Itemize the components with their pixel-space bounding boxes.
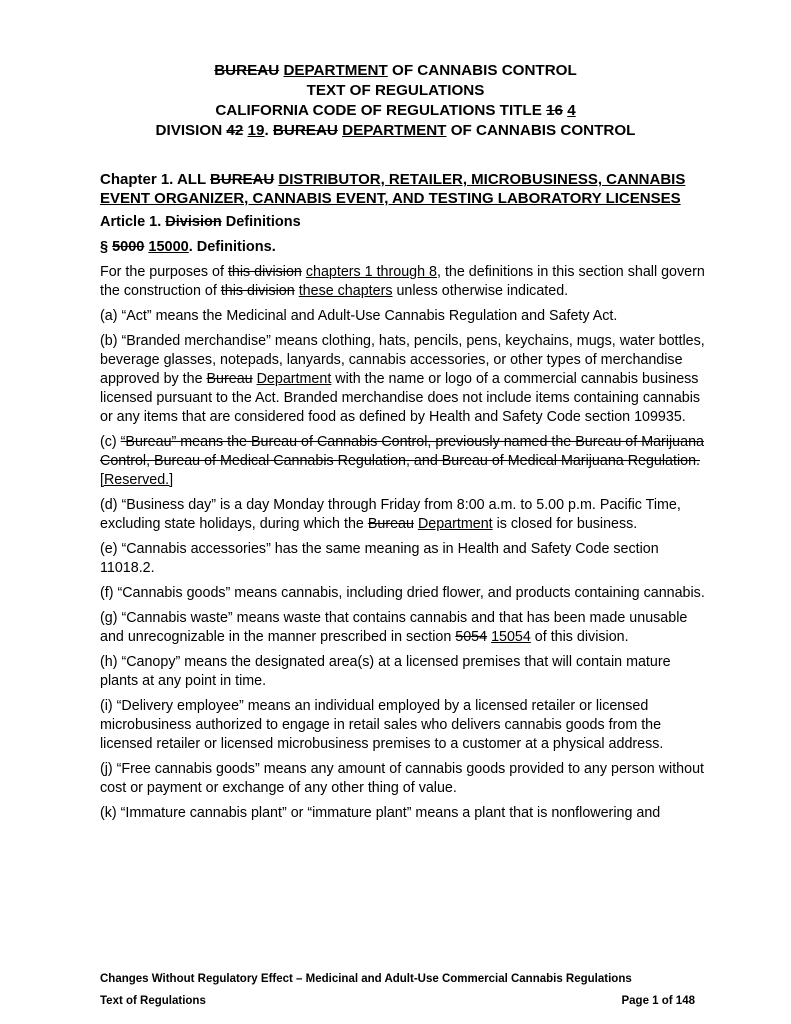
- page-number: Page 1 of 148: [621, 995, 695, 1007]
- deleted-text: this division: [227, 264, 302, 280]
- deleted-text: 5054: [455, 629, 488, 645]
- chapter-heading: [100, 170, 710, 208]
- deleted-text: Division: [165, 214, 222, 230]
- definition-j: (j) “Free cannabis goods” means any amount of cannabis goods provided to any person without cost or payment or exchange of any other thing of value.: [100, 761, 704, 796]
- definition-f: (f) “Cannabis goods” means cannabis, including dried flower, and products containing cannabis.: [100, 585, 705, 601]
- inserted-text: 15054: [491, 629, 531, 645]
- page-footer: [100, 972, 695, 1016]
- definition-h: (h) “Canopy” means the designated area(s) at a licensed premises that will contain mature plants at any point in time.: [100, 654, 671, 689]
- deleted-text: 42: [226, 122, 244, 139]
- deleted-text: Bureau: [206, 371, 253, 387]
- inserted-text: 4: [567, 102, 576, 119]
- document-header: [100, 61, 691, 141]
- section-text: §: [100, 239, 113, 255]
- header-line-4: [100, 121, 691, 141]
- header-text: OF CANNABIS CONTROL: [446, 122, 636, 139]
- header-line-1: [100, 61, 691, 81]
- definition-k: (k) “Immature cannabis plant” or “immature plant” means a plant that is nonflowering and: [100, 805, 661, 821]
- article-text: Article 1.: [100, 214, 166, 230]
- inserted-text: 15000: [148, 239, 189, 255]
- footer-doc-name: Text of Regulations: [100, 995, 206, 1007]
- deleted-text: BUREAU: [272, 122, 338, 139]
- article-text: Definitions: [221, 214, 301, 230]
- inserted-text: 19: [247, 122, 265, 139]
- header-text: .: [264, 122, 273, 139]
- inserted-text: DEPARTMENT: [283, 62, 388, 79]
- footer-title: Changes Without Regulatory Effect – Medicinal and Adult-Use Commercial Cannabis Regulations: [100, 973, 632, 985]
- intro-paragraph: For the purposes of this division chapters 1 through 8, the definitions in this section shall govern the construction of this division these chapters unless otherwise indicated.: [100, 264, 705, 299]
- header-text: CALIFORNIA CODE OF REGULATIONS TITLE: [215, 102, 547, 119]
- definition-c: (c) “Bureau” means the Bureau of Cannabis Control, previously named the Bureau of Marijuana Control, Bureau of Medical Cannabis Regulation, and Bureau of Medical Marijuana Regulation.[Reserved.]: [100, 434, 704, 488]
- deleted-text: 5000: [112, 239, 145, 255]
- document-body: [100, 170, 710, 829]
- deleted-text: Bureau: [367, 516, 414, 532]
- deleted-text: “Bureau” means the Bureau of Cannabis Control, previously named the Bureau of Marijuana Control, Bureau of Medical Cannabis Regulation, and Bureau of Medical Marijuana Regulation.: [100, 434, 704, 469]
- definition-i: (i) “Delivery employee” means an individual employed by a licensed retailer or licensed microbusiness authorized to engage in retail sales who delivers cannabis goods from the licensed retailer or licensed microbusiness premises to a customer at a physical address.: [100, 698, 664, 752]
- header-text: OF CANNABIS CONTROL: [387, 62, 577, 79]
- definition-g: (g) “Cannabis waste” means waste that contains cannabis and that has been made unusable and unrecognizable in the manner prescribed in section 5054 15054 of this division.: [100, 610, 688, 645]
- definition-a: (a) “Act” means the Medicinal and Adult-Use Cannabis Regulation and Safety Act.: [100, 308, 618, 324]
- section-text: . Definitions.: [188, 239, 276, 255]
- definition-b: (b) “Branded merchandise” means clothing, hats, pencils, pens, keychains, mugs, water bottles, beverage glasses, notepads, lanyards, cannabis accessories, or other types of merchandise approved by the Bureau Department with the name or logo of a commercial cannabis business licensed pursuant to the Act. Branded merchandise does not include items containing cannabis or any items that are considered food as defined by Health and Safety Code section 109935.: [100, 333, 705, 425]
- footer-title-row: [100, 972, 695, 986]
- inserted-text: Department: [417, 516, 493, 532]
- inserted-text: these chapters: [298, 283, 393, 299]
- inserted-text: DISTRIBUTOR, RETAILER, MICROBUSINESS, CANNABIS EVENT ORGANIZER, CANNABIS EVENT, AND TESTING LABORATORY LICENSES: [100, 171, 686, 207]
- inserted-text: Department: [256, 371, 332, 387]
- inserted-text: chapters 1 through 8: [305, 264, 437, 280]
- section-heading: [100, 238, 710, 257]
- deleted-text: BUREAU: [214, 62, 280, 79]
- footer-meta-row: [100, 994, 695, 1008]
- header-line-3: [100, 101, 691, 121]
- deleted-text: this division: [220, 283, 295, 299]
- inserted-text: [Reserved.]: [100, 472, 174, 488]
- header-text: DIVISION: [155, 122, 227, 139]
- inserted-text: DEPARTMENT: [342, 122, 447, 139]
- deleted-text: BUREAU: [210, 171, 275, 188]
- deleted-text: 16: [546, 102, 563, 119]
- definition-d: (d) “Business day” is a day Monday through Friday from 8:00 a.m. to 5.00 p.m. Pacific Time, excluding state holidays, during which the Bureau Department is closed for business.: [100, 497, 681, 532]
- article-heading: [100, 213, 710, 232]
- definition-e: (e) “Cannabis accessories” has the same meaning as in Health and Safety Code section 11018.2.: [100, 541, 659, 576]
- header-line-2: TEXT OF REGULATIONS: [306, 82, 485, 99]
- chapter-text: Chapter 1. ALL: [100, 171, 211, 188]
